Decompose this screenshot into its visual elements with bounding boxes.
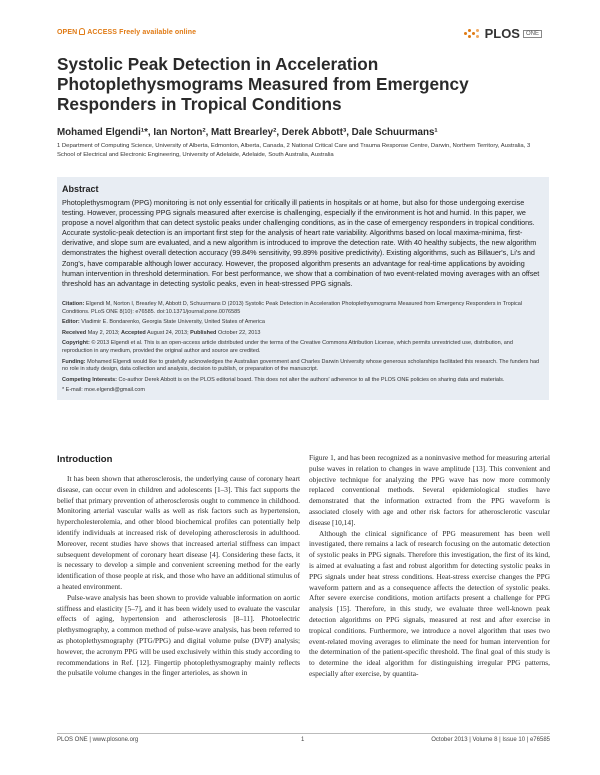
left-column (57, 474, 300, 679)
paper-title: Systolic Peak Detection in Acceleration Photoplethysmograms Measured from Emergency Responders in Tropical Conditions (57, 54, 469, 114)
footer-issue: October 2013 | Volume 8 | Issue 10 | e76585 (431, 737, 550, 743)
right-column (309, 453, 550, 680)
footer-journal: PLOS ONE | www.plosone.org (57, 737, 139, 743)
page-number: 1 (301, 737, 305, 743)
author-list: Mohamed Elgendi¹*, Ian Norton², Matt Brearley², Derek Abbott³, Dale Schuurmans¹ (57, 127, 438, 138)
copyright: Copyright: © 2013 Elgendi et al. This is an open-access article distributed under the terms of the Creative Commons Attribution License, which permits unrestricted use, distribution, and reproduction in any medium, provided the original author and source are credited. (62, 340, 513, 354)
open-access-lock-icon (79, 28, 85, 35)
abstract-heading: Abstract (62, 184, 99, 194)
journal-header (57, 26, 542, 40)
paragraph: Pulse-wave analysis has been shown to provide valuable information on aortic stiffness and elasticity [5–7], and it has been widely used to evaluate the vascular effects of aging, hypertension and atherosclerosis [8–11]. Photoelectric plethysmography, a common method of pulse-wave analysis, has been referred to as photoplethysmography (PTG/PPG) and digital volume pulse (DVP) analysis; however, the acronym PPG will be used exclusively within this study according to recommendations in Ref. [12]. Fingertip photoplethysmography mainly reflects the pulsatile volume changes in the finger arterioles, as shown in (57, 592, 300, 678)
abstract (62, 180, 544, 293)
citation: Citation: Elgendi M, Norton I, Brearley M, Abbott D, Schuurmans D (2013) Systolic Peak Detection in Acceleration Photoplethysmograms Measured from Emergency Responders in Tropical Conditions. PLoS ONE 8(10): e76585. doi:10.1371/journal.pone.0076585 (62, 301, 523, 315)
open-access-label: OPEN ACCESS Freely available online (57, 29, 197, 36)
abstract-text: Photoplethysmogram (PPG) monitoring is not only essential for critically ill patients in hospitals or at home, but also for those undergoing exercise testing. However, processing PPG signals measured after exercise is challenging, especially if the environment is hot and humid. In this paper, we propose a novel algorithm that can detect systolic peaks under challenging conditions, as in the case of emergency responders in tropical conditions. Accurate systolic-peak detection is an important first step for the analysis of heart rate variability. Algorithms based on local maxima-minima, first-derivative, and slope sum are evaluated, and a new algorithm is introduced to improve the detection rate. With 40 healthy subjects, the new algorithm demonstrates the highest overall detection accuracy (99.84% sensitivity, 99.89% positive predictivity). Existing algorithms, such as Billauer's, Li's and Zong's, have comparable although lower accuracy. However, the proposed algorithm presents an advantage for real-time applications by avoiding human intervention in threshold determination. For best performance, we show that a combination of two event-related moving averages with an offset threshold has an advantage in detecting systolic peaks, even in heat-stressed PPG signals. (62, 198, 540, 288)
page-footer (57, 737, 550, 747)
plos-dots-icon (464, 28, 482, 40)
paragraph: Although the clinical significance of PPG measurement has been well investigated, there remains a lack of research focusing on the automatic detection of systolic peaks in PPG signals. Therefore this investigation, the first of its kind, is aimed at evaluating a fast and robust algorithm for detecting systolic peaks in PPG signals under heat stress conditions. Heat-stress exercise changes the PPG waveform pattern and as a consequence affects the detection of systolic peaks. After severe exercise conditions, motion artifacts present a challenge for PPG analysis [15]. Therefore, in this study, we evaluate three well-known peak detection algorithms on PPG signals, measured at rest and after exercise in tropical conditions. Furthermore, we introduce a novel algorithm that uses two event-related moving averages to eliminate the need for human intervention for the determination of the patient-specific threshold. The final goal of this study is to determine the ideal algorithm for distinguishing irregular PPG patterns, especially after exercise, by quantita- (309, 528, 550, 678)
funding: Funding: Mohamed Elgendi would like to gratefully acknowledges the Australian government and Charles Darwin University whose generous scholarships facilitated this research. The funders had no role in study design, data collection and analysis, decision to publish, or preparation of the manuscript. (62, 358, 540, 373)
affiliations: 1 Department of Computing Science, University of Alberta, Edmonton, Alberta, Canada, 2 National Critical Care and Trauma Response Centre, Darwin, Northern Territory, Australia, 3 School of Electrical and Electronic Engineering, University of Adelaide, Adelaide, South Australia, Australia (57, 143, 531, 158)
introduction-heading: Introduction (57, 454, 113, 465)
plos-one-logo: PLOS ONE (464, 26, 542, 41)
email: * E-mail: moe.elgendi@gmail.com (62, 387, 145, 394)
editor: Editor: Vladimir E. Bondarenko, Georgia State University, United States of America (62, 319, 265, 326)
article-metadata (62, 301, 544, 398)
competing-interests: Competing Interests: Co-author Derek Abbott is on the PLOS editorial board. This does not alter the authors' adherence to all the PLOS ONE policies on sharing data and materials. (62, 376, 505, 383)
paragraph: Figure 1, and has been recognized as a noninvasive method for measuring arterial pulse waves in relation to changes in wave amplitude [13]. This convenient and objective technique for analyzing the PPG wave has now more commonly replaced conventional methods. Several epidemiological studies have demonstrated that the information extracted from the PPG waveform is associated closely with age and other risk factors for atherosclerotic vascular disease [10,14]. (309, 453, 550, 527)
footer-rule (57, 733, 550, 734)
paragraph: It has been shown that atherosclerosis, the underlying cause of coronary heart disease, can occur even in children and adolescents [1–3]. This fact supports the belief that primary prevention of atherosclerosis ought to commence in childhood. Monitoring arterial vascular walls as well as risk factors such as hypertension, hypercholesterolemia, and other blood biochemical profiles can potentially help identify individuals at increased risk of developing atherosclerosis in adulthood. Moreover, recent studies have shows that increased arterial stiffness can impact subsequent development of coronary heart disease [4]. Considering these facts, it is necessary to develop a simple and convenient screening method for the early identification of those people at risk, and those who have an additional stimulus of a heated environment. (57, 474, 300, 591)
dates: Received May 2, 2013; Accepted August 24, 2013; Published October 22, 2013 (62, 329, 261, 336)
